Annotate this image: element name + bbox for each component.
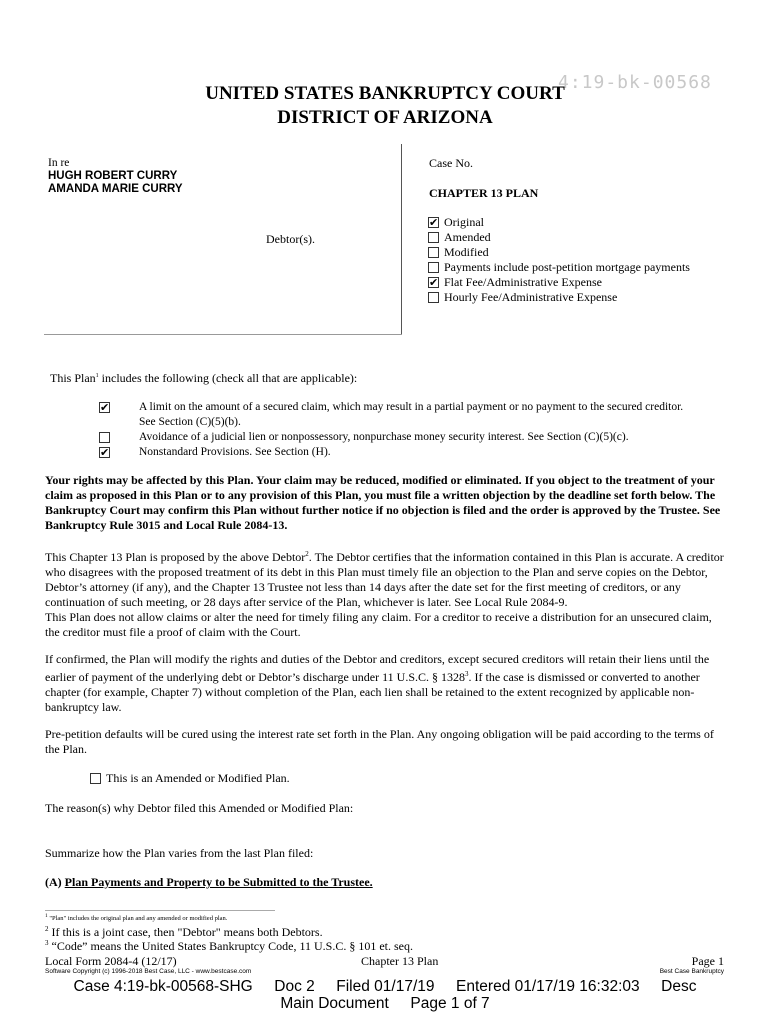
include-item-lien-limit[interactable]: ✔ A limit on the amount of a secured claim, which may result in a partial payment or no payment to the secured creditor. See Section (C)(5)(b). [100, 401, 684, 428]
debtor-name-2: AMANDA MARIE CURRY [48, 183, 183, 195]
includes-list [99, 400, 699, 460]
includes-intro: This Plan$^1$ includes the following (check all that are applicable): [50, 371, 358, 385]
confirmation-paragraph: If confirmed, the Plan will modify the rights and duties of the Debtor and creditors, except secured creditors will retain their liens until the earlier of payment of the underlying debt or Debtor’s discharge under 11 U.S.C. § 1328$^3$. If the case is dismissed or converted to another chapter (for example, Chapter 7) without completion of the Plan, each lien shall be retained to the extent recognized by applicable non-bankruptcy law. [45, 652, 710, 714]
include-item-lien-avoidance[interactable]: Avoidance of a judicial lien or nonpossessory, nonpurchase money security interest. See Section (C)(5)(c). [99, 430, 699, 445]
chapter-title: CHAPTER 13 PLAN [429, 186, 539, 200]
plan-certification-paragraph: This Chapter 13 Plan is proposed by the above Debtor$^2$. The Debtor certifies that the information contained in this Plan is accurate. A creditor who disagrees with the proposed treatment of its debt in this Plan must timely file an objection to the Plan and serve copies on the Debtor, Debtor’s attorney (if any), and the Chapter 13 Trustee not less than 14 days after the date set for the first meeting of creditors, or any continuation of such meeting, or 28 days after service of the Plan, whichever is later. See Local Rule 2084-9. This Plan does not allow claims or alter the need for timely filing any claim. For a creditor to receive a distribution for an unsecured claim, the creditor must file a proof of claim with the Court. [45, 550, 724, 639]
ecf-filing-stamp-line-1: Case 4:19-bk-00568-SHG Doc 2 Filed 01/17/19 Entered 01/17/19 16:32:03 Desc [73, 978, 697, 995]
option-hourly-fee[interactable]: Hourly Fee/Administrative Expense [428, 290, 690, 305]
page-number: Page 1 [691, 954, 724, 968]
in-re-label: In re [48, 157, 70, 169]
checkbox-nonstandard[interactable]: ✔ [100, 446, 110, 459]
footnote-3: $^3$ “Code” means the United States Bankruptcy Code, 11 U.S.C. § 101 et. seq. [45, 939, 413, 953]
option-modified[interactable]: Modified [428, 245, 690, 260]
checkbox-amended[interactable] [428, 232, 439, 243]
case-no-label: Case No. [429, 156, 473, 170]
footnote-separator [45, 910, 275, 911]
option-original[interactable]: ✔ Original [429, 215, 484, 229]
plan-variance-label: Summarize how the Plan varies from the last Plan filed: [45, 846, 314, 860]
footnote-1: $^1$ "Plan" includes the original plan and any amended or modified plan. [45, 913, 228, 923]
software-copyright: Software Copyright (c) 1996-2018 Best Case, LLC - www.bestcase.com [45, 968, 252, 975]
option-flat-fee[interactable]: ✔ Flat Fee/Administrative Expense [429, 275, 602, 289]
amendment-reasons-label: The reason(s) why Debtor filed this Amended or Modified Plan: [45, 801, 354, 815]
caption-divider-vertical [401, 144, 402, 334]
rights-warning: Your rights may be affected by this Plan. Your claim may be reduced, modified or eliminated. If you object to the treatment of your claim as proposed in this Plan or to any provision of this Plan, you must file a written objection by the deadline set forth below. The Bankruptcy Court may confirm this Plan without further notice if no objection is filed and the order is approved by the Trustee. See Bankruptcy Rule 3015 and Local Rule 2084-13. [45, 473, 721, 532]
district-title: DISTRICT OF ARIZONA [277, 107, 493, 128]
checkbox-lien-limit[interactable]: ✔ [100, 401, 110, 414]
checkbox-lien-avoidance[interactable] [99, 432, 110, 443]
case-number-watermark: 4:19-bk-00568 [558, 72, 712, 93]
checkbox-modified[interactable] [428, 247, 439, 258]
footnote-2: $^2$ If this is a joint case, then "Debtor" means both Debtors. [45, 925, 323, 939]
pre-petition-defaults-paragraph: Pre-petition defaults will be cured using the interest rate set forth in the Plan. Any ongoing obligation will be paid according to the terms of the Plan. [45, 727, 714, 756]
checkbox-amended-plan[interactable] [90, 773, 101, 784]
form-number: Local Form 2084-4 (12/17) [45, 954, 177, 968]
footer-plan-title: Chapter 13 Plan [361, 954, 439, 968]
option-amended[interactable]: Amended [428, 230, 690, 245]
amended-plan-option[interactable]: This is an Amended or Modified Plan. [90, 771, 290, 786]
option-mortgage-payments[interactable]: Payments include post-petition mortgage payments [428, 260, 690, 275]
checkbox-mortgage-payments[interactable] [428, 262, 439, 273]
include-item-nonstandard[interactable]: ✔ Nonstandard Provisions. See Section (H). [100, 446, 331, 459]
debtors-label: Debtor(s). [266, 232, 315, 246]
plan-type-options [428, 215, 690, 305]
debtor-name-1: HUGH ROBERT CURRY [48, 170, 178, 182]
ecf-filing-stamp-line-2: Main Document Page 1 of 7 [280, 995, 490, 1012]
caption-divider-horizontal [44, 334, 402, 335]
checkbox-hourly-fee[interactable] [428, 292, 439, 303]
best-case-brand: Best Case Bankruptcy [659, 968, 724, 975]
section-a-heading: (A) Plan Payments and Property to be Submitted to the Trustee. [45, 875, 373, 889]
court-title: UNITED STATES BANKRUPTCY COURT [205, 83, 565, 104]
checkbox-flat-fee[interactable]: ✔ [429, 276, 439, 289]
checkbox-original[interactable]: ✔ [429, 216, 439, 229]
